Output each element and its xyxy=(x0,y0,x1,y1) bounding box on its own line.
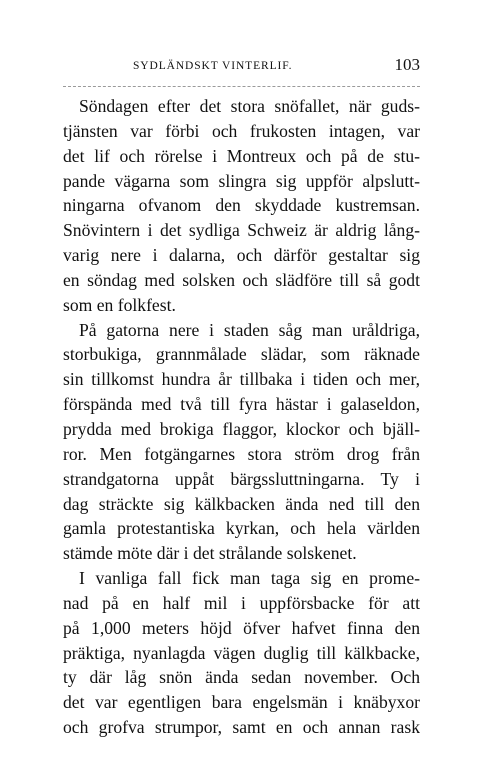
running-title: SYDLÄNDSKT VINTERLIF. xyxy=(133,60,293,72)
text-line: ningarna ofvanom den skyddade kustremsan. xyxy=(63,195,420,216)
text-line: ty där låg snön ända sedan november. Och xyxy=(63,667,420,688)
text-line: tjänsten var förbi och frukosten intagen, var xyxy=(63,120,420,141)
body-text xyxy=(63,94,420,740)
text-line: prydda med brokiga flaggor, klockor och bjäll- xyxy=(63,418,420,439)
text-line: det lif och rörelse i Montreux och på de stu- xyxy=(63,145,420,166)
text-line: På gatorna nere i staden såg man uråldriga, xyxy=(79,319,420,340)
text-line: I vanliga fall fick man taga sig en prome- xyxy=(79,568,420,589)
text-line: sin tillkomst hundra år tillbaka i tiden och mer, xyxy=(63,369,420,390)
text-line: storbukiga, grannmålade slädar, som räknade xyxy=(63,344,420,365)
header-rule xyxy=(63,86,420,87)
text-line: Söndagen efter det stora snöfallet, när guds- xyxy=(79,96,420,116)
text-line: på 1,000 meters höjd öfver hafvet finna den xyxy=(63,617,420,638)
text-line: gamla protestantiska kyrkan, och hela världen xyxy=(63,518,420,539)
text-line: det var egentligen bara engelsmän i knäbyxor xyxy=(63,692,420,713)
text-line: en söndag med solsken och slädföre till så godt xyxy=(63,269,420,290)
text-line: dag sträckte sig kälkbacken ända ned till den xyxy=(63,493,420,514)
text-line: nad på en half mil i uppförsbacke för att xyxy=(63,592,420,613)
text-line: präktiga, nyanlagda vägen duglig till kälkbacke, xyxy=(63,642,420,663)
text-line: ror. Men fotgängarnes stora ström drog från xyxy=(63,443,420,464)
text-line: varig nere i dalarna, och därför gestaltar sig xyxy=(63,245,420,266)
text-line: Snövintern i det sydliga Schweiz är aldrig lång- xyxy=(63,220,420,241)
text-line: strandgatorna uppåt bärgssluttningarna. Ty i xyxy=(63,468,420,489)
text-line: stämde möte där i det strålande solskenet. xyxy=(63,543,357,564)
running-head xyxy=(63,56,420,76)
text-line: förspända med två till fyra hästar i galaseldon, xyxy=(63,394,420,415)
text-line: pande vägarna som slingra sig uppför alpslutt- xyxy=(63,170,420,191)
page-number: 103 xyxy=(394,55,420,74)
text-line: och grofva strumpor, samt en och annan rask xyxy=(63,717,420,738)
text-line: som en folkfest. xyxy=(63,294,176,315)
